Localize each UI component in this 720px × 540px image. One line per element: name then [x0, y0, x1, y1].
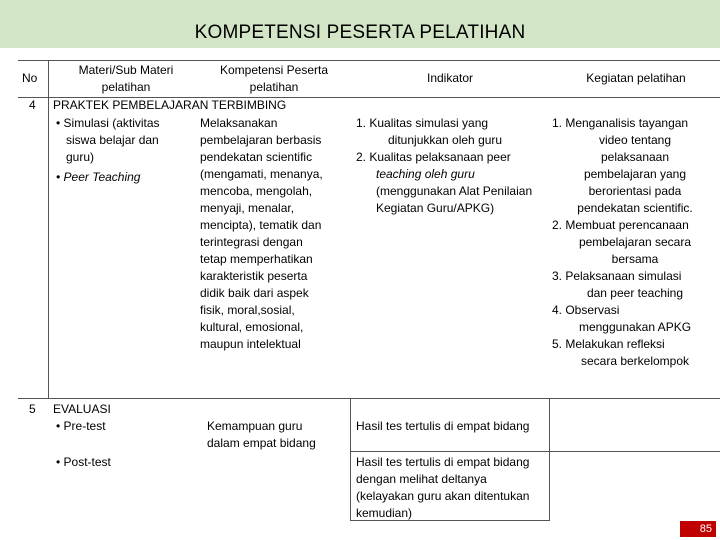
kompetensi-line: maupun intelektual	[200, 337, 301, 351]
indikator-line: Hasil tes tertulis di empat bidang	[356, 455, 530, 469]
indikator-line: (menggunakan Alat Penilaian	[376, 184, 533, 198]
indikator-line: dengan melihat deltanya	[356, 472, 487, 486]
indikator-line: 1. Kualitas simulasi yang	[356, 116, 489, 130]
indikator-line: Kegiatan Guru/APKG)	[376, 201, 495, 215]
kegiatan-line: 1. Menganalisis tayangan	[552, 116, 689, 130]
indikator-pre-cell: Hasil tes tertulis di empat bidang	[356, 419, 530, 433]
column-divider	[549, 398, 550, 521]
kegiatan-line: dan peer teaching	[586, 286, 684, 300]
row-number: 4	[29, 98, 36, 112]
indikator-line: (kelayakan guru akan ditentukan	[356, 489, 530, 503]
kompetensi-line: terintegrasi dengan	[200, 235, 303, 249]
kompetensi-line: menyaji, menalar,	[200, 201, 295, 215]
kompetensi-line: karakteristik peserta	[200, 269, 308, 283]
header-no: No	[22, 71, 38, 85]
pre-test-item: • Pre-test	[56, 419, 106, 433]
kompetensi-cell	[200, 115, 323, 353]
kegiatan-line: 2. Membuat perencanaan	[552, 218, 689, 232]
kegiatan-cell	[552, 115, 702, 370]
kegiatan-line: 4. Observasi	[552, 303, 620, 317]
header-kegiatan: Kegiatan pelatihan	[586, 71, 686, 85]
row-divider	[350, 451, 720, 452]
table-top-border	[18, 60, 720, 61]
row-number: 5	[29, 402, 36, 416]
indikator-line: kemudian)	[356, 506, 413, 520]
section-heading: EVALUASI	[53, 402, 111, 416]
kegiatan-line: pendekatan scientific.	[577, 201, 693, 215]
kegiatan-line: bersama	[611, 252, 659, 266]
kompetensi-line: (mengamati, menanya,	[200, 167, 323, 181]
indikator-post-cell	[356, 454, 529, 522]
kompetensi-line: mencipta), tematik dan	[200, 218, 322, 232]
header-kompetensi-line: Kompetensi Peserta	[219, 63, 329, 77]
page-number-badge: 85	[680, 521, 716, 537]
column-divider	[48, 60, 49, 398]
kegiatan-line: pelaksanaan	[600, 150, 670, 164]
indikator-cell	[356, 115, 532, 217]
header-kompetensi	[198, 62, 350, 96]
materi-line: • Simulasi (aktivitas	[56, 116, 160, 130]
kompetensi-line: fisik, moral,sosial,	[200, 303, 295, 317]
page-title: KOMPETENSI PESERTA PELATIHAN	[194, 22, 526, 43]
kegiatan-line: 5. Melakukan refleksi	[552, 337, 665, 351]
materi-line: • Peer Teaching	[56, 170, 141, 184]
kompetensi-line: pembelajaran berbasis	[200, 133, 322, 147]
header-kompetensi-line: pelatihan	[249, 80, 299, 94]
column-divider	[350, 398, 351, 521]
kegiatan-line: menggunakan APKG	[578, 320, 692, 334]
indikator-line: ditunjukkan oleh guru	[388, 133, 503, 147]
indikator-line: 2. Kualitas pelaksanaan peer	[356, 150, 511, 164]
materi-line: guru)	[66, 150, 95, 164]
kegiatan-line: pembelajaran yang	[583, 167, 687, 181]
row-divider	[18, 398, 720, 399]
kegiatan-line: 3. Pelaksanaan simulasi	[552, 269, 682, 283]
materi-line: siswa belajar dan	[66, 133, 159, 147]
indikator-line: teaching oleh guru	[376, 167, 475, 181]
section-heading: PRAKTEK PEMBELAJARAN TERBIMBING	[53, 98, 287, 112]
materi-cell	[56, 115, 160, 186]
kompetensi-line: pendekatan scientific	[200, 150, 313, 164]
kompetensi-line: Kemampuan guru	[207, 419, 303, 433]
kompetensi-line: dalam empat bidang	[207, 436, 316, 450]
kegiatan-line: video tentang	[598, 133, 672, 147]
kompetensi-line: tetap memperhatikan	[200, 252, 313, 266]
kompetensi-line: kultural, emosional,	[200, 320, 304, 334]
kegiatan-line: secara berkelompok	[580, 354, 690, 368]
header-materi-line: pelatihan	[101, 80, 151, 94]
kegiatan-line: berorientasi pada	[588, 184, 682, 198]
header-materi-line: Materi/Sub Materi	[78, 63, 174, 77]
header-indikator: Indikator	[426, 71, 474, 85]
kegiatan-line: pembelajaran secara	[578, 235, 692, 249]
kompetensi-line: Melaksanakan	[200, 116, 278, 130]
kompetensi-cell	[207, 418, 316, 452]
kompetensi-line: didik baik dari aspek	[200, 286, 309, 300]
post-test-item: • Post-test	[56, 455, 111, 469]
header-materi	[52, 62, 200, 96]
kompetensi-line: mencoba, mengolah,	[200, 184, 313, 198]
